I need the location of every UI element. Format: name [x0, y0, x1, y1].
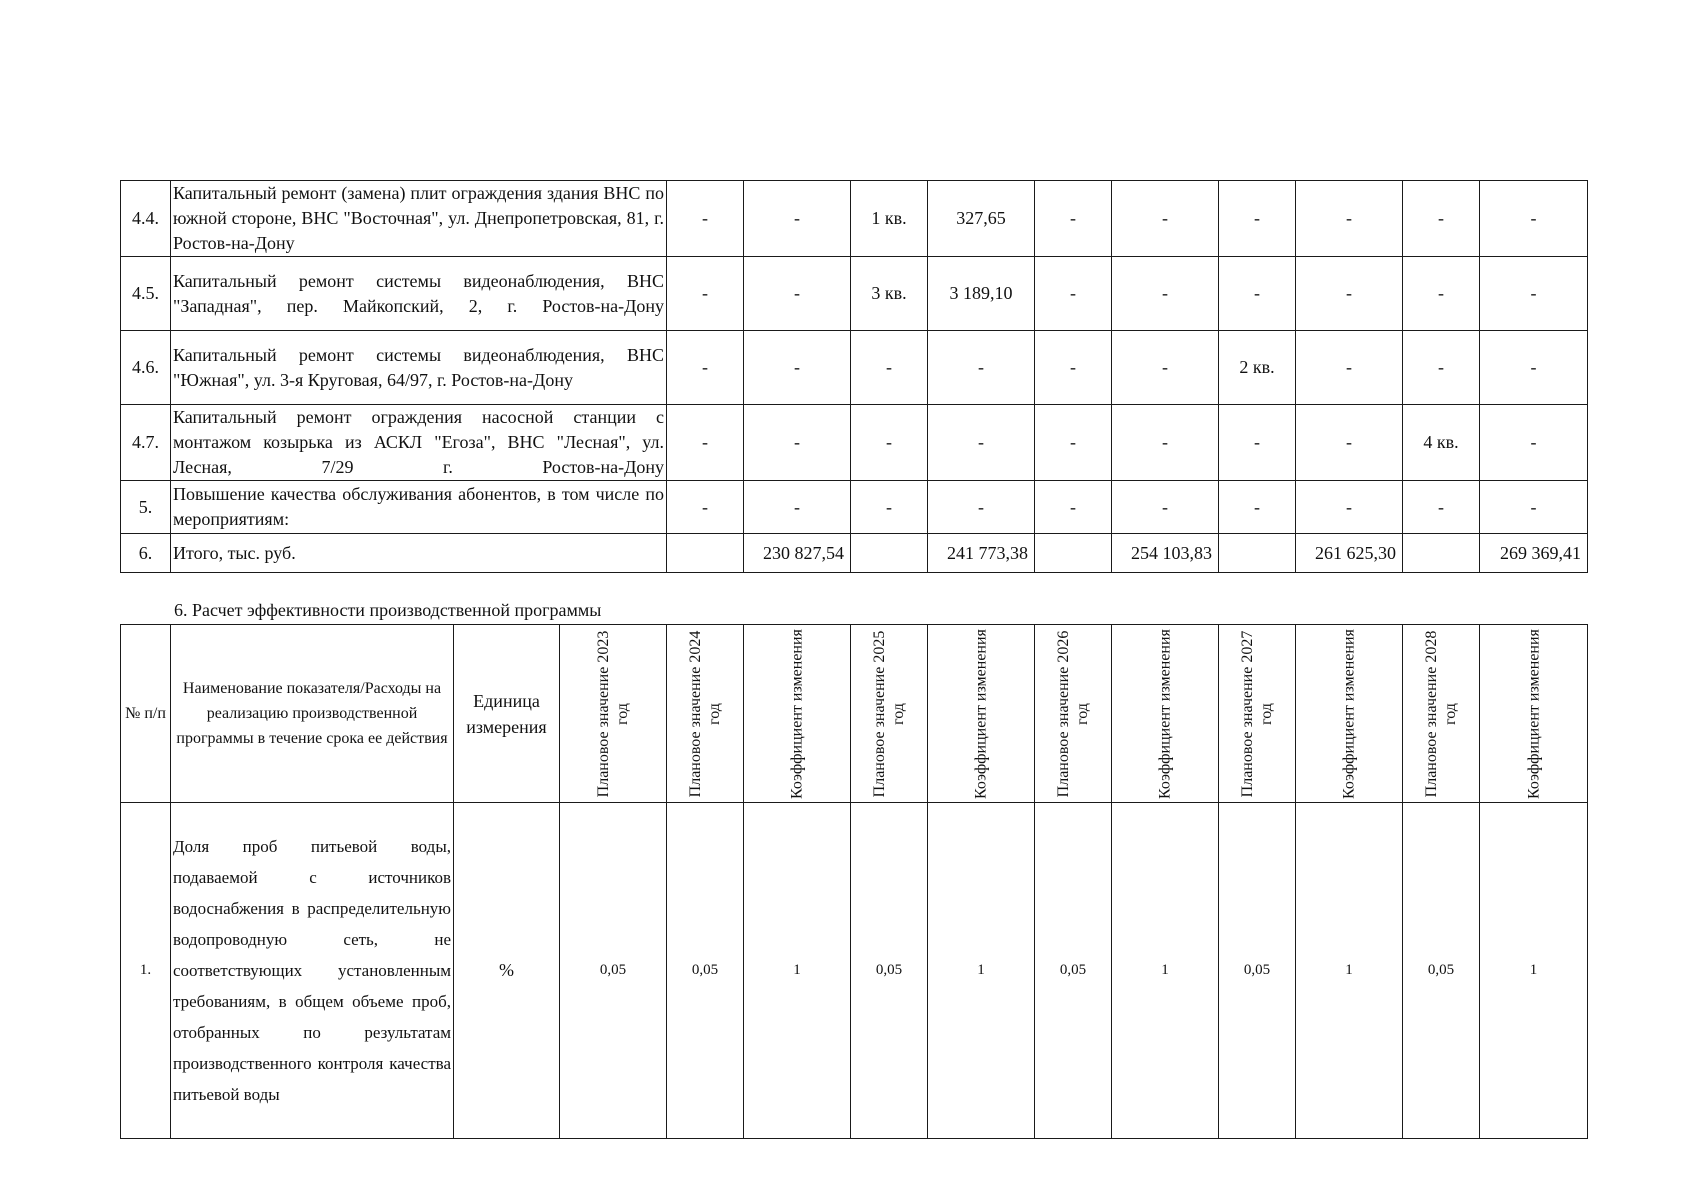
total-value: 269 369,41	[1480, 534, 1588, 573]
table-cell: -	[928, 405, 1035, 481]
table-cell: -	[1480, 181, 1588, 257]
total-value: 261 625,30	[1296, 534, 1403, 573]
table-cell: -	[667, 257, 744, 331]
column-header-coefficient: Коэффициент изменения	[928, 625, 1035, 803]
table-cell: -	[851, 331, 928, 405]
table-cell	[1403, 534, 1480, 573]
totals-label: Итого, тыс. руб.	[171, 534, 667, 573]
table-cell: 3 кв.	[851, 257, 928, 331]
table-cell: -	[744, 331, 851, 405]
table-cell: -	[851, 405, 928, 481]
table-cell: -	[744, 481, 851, 534]
column-header-plan-2026: Плановое значение 2026 год	[1035, 625, 1112, 803]
table-cell: 1 кв.	[851, 181, 928, 257]
column-header-unit: Единица измерения	[454, 625, 560, 803]
column-header-number: № п/п	[121, 625, 171, 803]
table-cell: -	[667, 181, 744, 257]
section-heading: 6. Расчет эффективности производственной программы	[174, 600, 602, 620]
row-description: Повышение качества обслуживания абонентов, в том числе по мероприятиям:	[171, 481, 667, 534]
table-cell	[1035, 534, 1112, 573]
table-cell: -	[1112, 405, 1219, 481]
table-cell: 4 кв.	[1403, 405, 1480, 481]
table-cell	[1219, 534, 1296, 573]
table-row	[121, 803, 1588, 1139]
table-cell: -	[1035, 481, 1112, 534]
column-header-plan-2024: Плановое значение 2024 год	[667, 625, 744, 803]
table-cell: -	[1035, 405, 1112, 481]
row-number: 1.	[121, 803, 171, 1139]
column-header-plan-2028: Плановое значение 2028 год	[1403, 625, 1480, 803]
efficiency-table	[120, 624, 1588, 1139]
table-cell: -	[851, 481, 928, 534]
table-cell: -	[1219, 405, 1296, 481]
table-cell: -	[744, 181, 851, 257]
table-cell: 1	[1112, 803, 1219, 1139]
row-description: Доля проб питьевой воды, подаваемой с источников водоснабжения в распределительную водопроводную сеть, не соответствующих установленным требованиям, в общем объеме проб, отобранных по результатам производственного контроля качества питьевой воды	[171, 803, 454, 1139]
row-description: Капитальный ремонт системы видеонаблюдения, ВНС "Западная", пер. Майкопский, 2, г. Ростов-на-Дону	[171, 257, 667, 331]
row-number: 6.	[121, 534, 171, 573]
table-cell: -	[1296, 331, 1403, 405]
row-number: 4.6.	[121, 331, 171, 405]
table-row	[121, 405, 1588, 481]
row-description: Капитальный ремонт (замена) плит ограждения здания ВНС по южной стороне, ВНС "Восточная", ул. Днепропетровская, 81, г. Ростов-на-Дону	[171, 181, 667, 257]
table-cell: -	[1480, 481, 1588, 534]
table-cell: 0,05	[851, 803, 928, 1139]
column-header-plan-2027: Плановое значение 2027 год	[1219, 625, 1296, 803]
table-cell: 0,05	[1403, 803, 1480, 1139]
column-header-coefficient: Коэффициент изменения	[1112, 625, 1219, 803]
column-header-coefficient: Коэффициент изменения	[744, 625, 851, 803]
row-number: 4.7.	[121, 405, 171, 481]
column-header-plan-2023: Плановое значение 2023 год	[560, 625, 667, 803]
table-cell: -	[1403, 331, 1480, 405]
table-cell: 3 189,10	[928, 257, 1035, 331]
table-cell: 0,05	[1219, 803, 1296, 1139]
column-header-plan-2025: Плановое значение 2025 год	[851, 625, 928, 803]
table-cell: -	[744, 405, 851, 481]
table-cell: -	[1296, 181, 1403, 257]
totals-row	[121, 534, 1588, 573]
table-cell: -	[667, 331, 744, 405]
table-cell: 0,05	[1035, 803, 1112, 1139]
row-description: Капитальный ремонт системы видеонаблюдения, ВНС "Южная", ул. 3-я Круговая, 64/97, г. Ростов-на-Дону	[171, 331, 667, 405]
column-header-coefficient: Коэффициент изменения	[1296, 625, 1403, 803]
table-cell: -	[1296, 257, 1403, 331]
table-cell: 2 кв.	[1219, 331, 1296, 405]
table-cell: 1	[1480, 803, 1588, 1139]
table-cell: -	[1112, 331, 1219, 405]
table-cell: -	[1219, 257, 1296, 331]
table-cell: -	[667, 405, 744, 481]
table-cell: 1	[928, 803, 1035, 1139]
total-value: 254 103,83	[1112, 534, 1219, 573]
table-cell: -	[1035, 331, 1112, 405]
table-cell: -	[928, 481, 1035, 534]
table-cell: -	[1480, 405, 1588, 481]
table-cell: 0,05	[560, 803, 667, 1139]
table-cell: -	[1219, 181, 1296, 257]
row-number: 5.	[121, 481, 171, 534]
unit-cell: %	[454, 803, 560, 1139]
table-cell: -	[1296, 481, 1403, 534]
table-cell: -	[1112, 181, 1219, 257]
capital-repairs-table	[120, 180, 1588, 573]
table-cell: 0,05	[667, 803, 744, 1139]
table-cell: 1	[744, 803, 851, 1139]
table-cell	[667, 534, 744, 573]
table-cell: -	[744, 257, 851, 331]
total-value: 230 827,54	[744, 534, 851, 573]
table-cell: -	[667, 481, 744, 534]
table-cell: -	[1403, 181, 1480, 257]
table-cell: -	[1035, 181, 1112, 257]
table-cell: -	[1296, 405, 1403, 481]
table-cell: 1	[1296, 803, 1403, 1139]
table-cell: -	[928, 331, 1035, 405]
table-cell: -	[1112, 257, 1219, 331]
table-cell: -	[1480, 257, 1588, 331]
row-description: Капитальный ремонт ограждения насосной станции с монтажом козырька из АСКЛ "Егоза", ВНС "Лесная", ул. Лесная, 7/29 г. Ростов-на-Дону	[171, 405, 667, 481]
header-row	[121, 625, 1588, 803]
table-row	[121, 331, 1588, 405]
row-number: 4.5.	[121, 257, 171, 331]
table-cell: -	[1035, 257, 1112, 331]
table-cell: 327,65	[928, 181, 1035, 257]
table-cell: -	[1480, 331, 1588, 405]
table-cell: -	[1403, 481, 1480, 534]
table-cell	[851, 534, 928, 573]
table-cell: -	[1403, 257, 1480, 331]
total-value: 241 773,38	[928, 534, 1035, 573]
row-number: 4.4.	[121, 181, 171, 257]
table-row	[121, 257, 1588, 331]
table-row	[121, 481, 1588, 534]
table-cell: -	[1219, 481, 1296, 534]
table-row	[121, 181, 1588, 257]
column-header-name: Наименование показателя/Расходы на реализацию производственной программы в течение срока ее действия	[171, 625, 454, 803]
table-cell: -	[1112, 481, 1219, 534]
column-header-coefficient: Коэффициент изменения	[1480, 625, 1588, 803]
